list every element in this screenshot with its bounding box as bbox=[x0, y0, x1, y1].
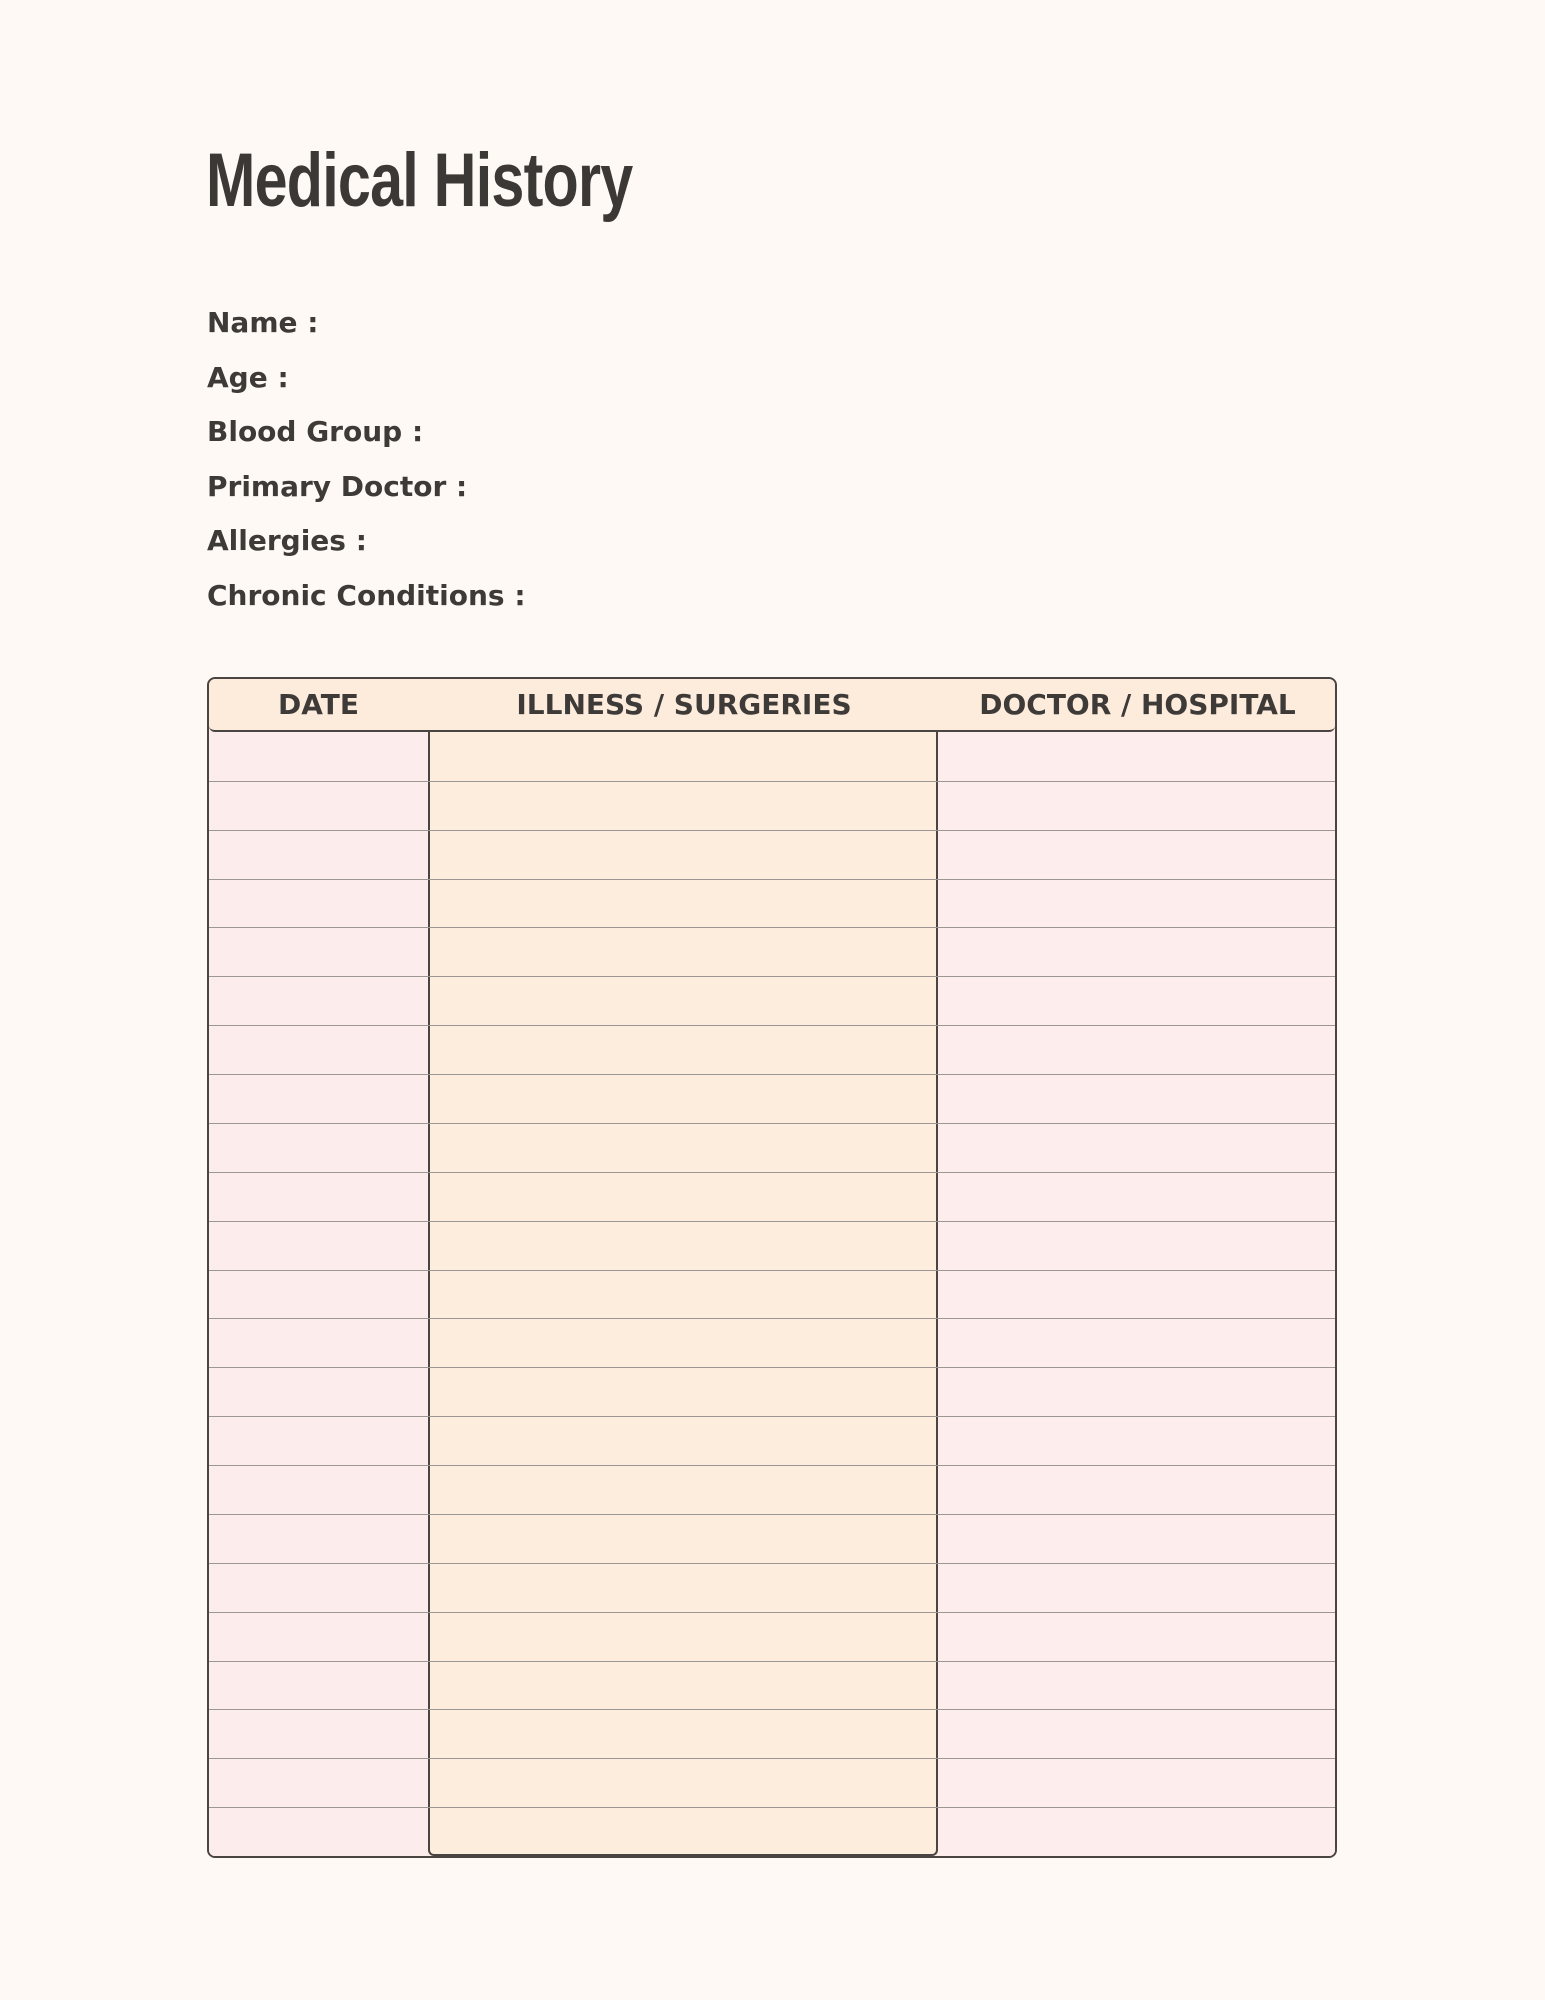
table-row-line bbox=[209, 1514, 1335, 1515]
table-row-line bbox=[209, 1709, 1335, 1710]
chronic-conditions-label: Chronic Conditions : bbox=[207, 578, 526, 612]
primary-doctor-label: Primary Doctor : bbox=[207, 469, 468, 503]
blood-group-label: Blood Group : bbox=[207, 415, 424, 448]
page-title: Medical History bbox=[206, 138, 633, 223]
table-row-line bbox=[209, 1758, 1335, 1759]
table-row-line bbox=[209, 1661, 1335, 1662]
name-label: Name : bbox=[207, 306, 319, 339]
header-date: DATE bbox=[278, 688, 359, 721]
table-row-line bbox=[209, 1612, 1335, 1613]
table-row-line bbox=[209, 1221, 1335, 1222]
age-label: Age : bbox=[207, 360, 289, 394]
header-doctor: DOCTOR / HOSPITAL bbox=[979, 688, 1296, 721]
table-row-line bbox=[209, 781, 1335, 782]
table-row-line bbox=[209, 879, 1335, 880]
table-row-line bbox=[209, 1367, 1335, 1368]
table-row-line bbox=[209, 1025, 1335, 1026]
table-header bbox=[209, 679, 1335, 732]
table-row-line bbox=[209, 1074, 1335, 1075]
patient-info bbox=[207, 300, 1107, 627]
table-rows bbox=[209, 732, 1335, 1856]
table-row-line bbox=[209, 1563, 1335, 1564]
medical-history-table bbox=[207, 677, 1337, 1858]
header-illness: ILLNESS / SURGERIES bbox=[516, 688, 852, 721]
table-row-line bbox=[209, 1123, 1335, 1124]
table-row-line bbox=[209, 1465, 1335, 1466]
table-row-line bbox=[209, 1416, 1335, 1417]
table-row-line bbox=[209, 1318, 1335, 1319]
table-row-line bbox=[209, 1270, 1335, 1271]
table-row-line bbox=[209, 1172, 1335, 1173]
allergies-label: Allergies : bbox=[207, 524, 367, 557]
table-row-line bbox=[209, 927, 1335, 928]
table-row-line bbox=[209, 976, 1335, 977]
table-row-line bbox=[209, 1807, 1335, 1808]
table-row-line bbox=[209, 830, 1335, 831]
